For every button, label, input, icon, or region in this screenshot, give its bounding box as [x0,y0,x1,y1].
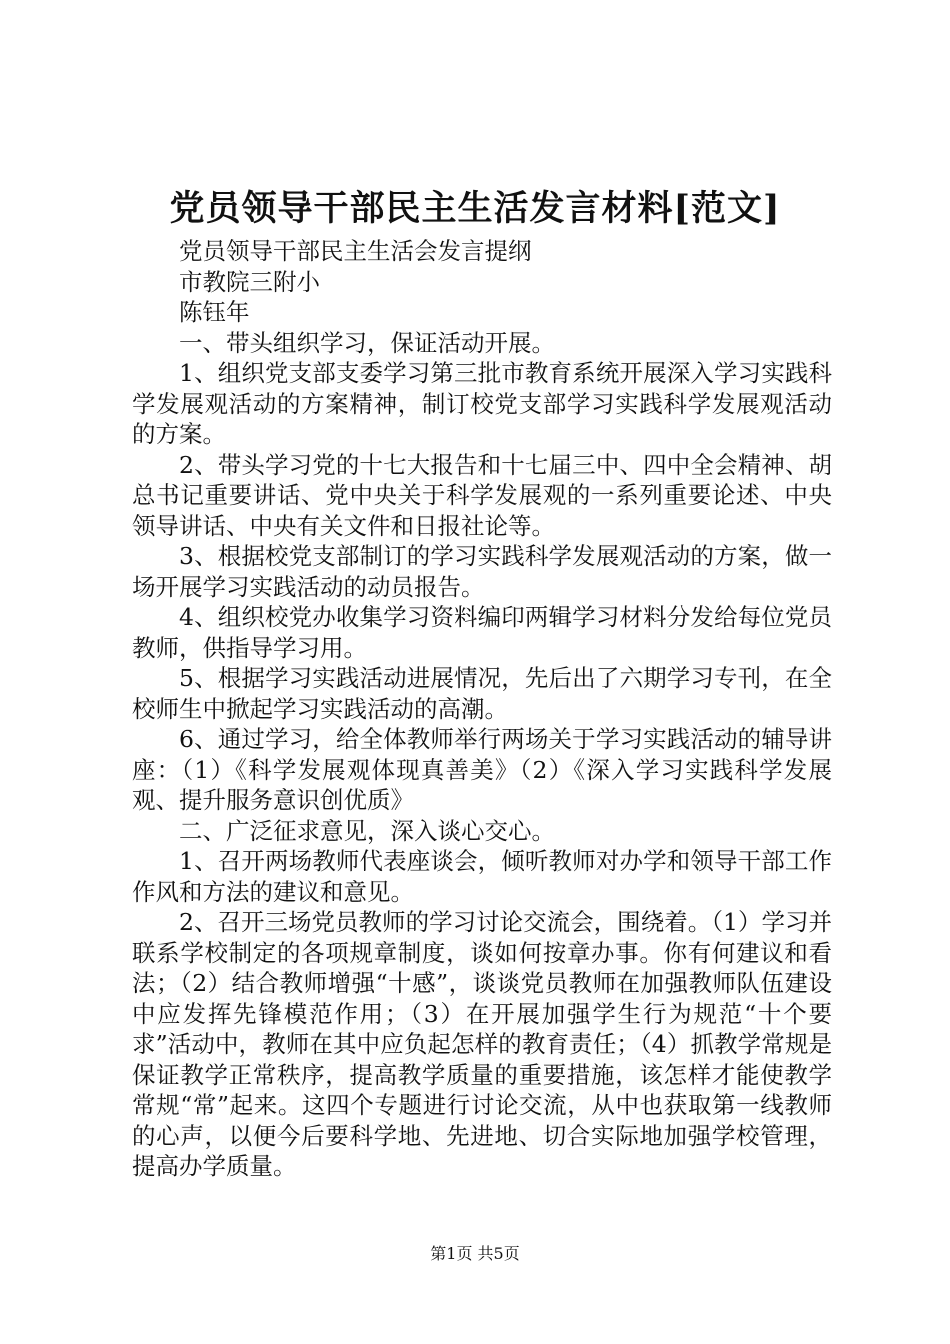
document-title: 党员领导干部民主生活发言材料[范文] [169,188,781,229]
document-body [132,236,832,1182]
organization-paragraph: 市教院三附小 [179,267,320,296]
body-paragraph: 1、召开两场教师代表座谈会，倾听教师对办学和领导干部工作作风和方法的建议和意见。 [132,847,832,906]
author-paragraph: 陈钰年 [179,298,250,326]
body-paragraph: 1、组织党支部支委学习第三批市教育系统开展深入学习实践科学发展观活动的方案精神，制订校党支部学习实践科学发展观活动的方案。 [132,359,832,448]
section-heading-1: 一、带头组织学习，保证活动开展。 [179,328,555,357]
body-paragraph: 2、带头学习党的十七大报告和十七届三中、四中全会精神、胡总书记重要讲话、党中央关于科学发展观的一系列重要论述、中央领导讲话、中央有关文件和日报社论等。 [132,450,832,540]
body-paragraph: 5、根据学习实践活动进展情况，先后出了六期学习专刊，在全校师生中掀起学习实践活动的高潮。 [132,664,832,723]
subtitle-paragraph: 党员领导干部民主生活会发言提纲 [179,237,532,265]
body-paragraph: 2、召开三场党员教师的学习讨论交流会，围绕着。（1）学习并联系学校制定的各项规章制度，谈如何按章办事。你有何建议和看法；（2）结合教师增强“十感”，谈谈党员教师在加强教师队伍建设中应发挥先锋模范作用；（3）在开展加强学生行为规范“十个要求”活动中，教师在其中应负起怎样的教育责任；（4）抓教学常规是保证教学正常秩序，提高教学质量的重要措施，该怎样才能使教学常规“常”起来。这四个专题进行讨论交流，从中也获取第一线教师的心声，以便今后要科学地、先进地、切合实际地加强学校管理，提高办学质量。 [132,908,832,1180]
section-heading-2: 二、广泛征求意见，深入谈心交心。 [179,816,555,845]
body-paragraph: 3、根据校党支部制订的学习实践科学发展观活动的方案，做一场开展学习实践活动的动员报告。 [132,542,832,601]
page-footer: 第1页 共5页 [430,1244,520,1263]
body-paragraph: 4、组织校党办收集学习资料编印两辑学习材料分发给每位党员教师，供指导学习用。 [132,603,832,662]
body-paragraph: 6、通过学习，给全体教师举行两场关于学习实践活动的辅导讲座：（1）《科学发展观体现真善美》（2）《深入学习实践科学发展观、提升服务意识创优质》 [132,725,832,814]
